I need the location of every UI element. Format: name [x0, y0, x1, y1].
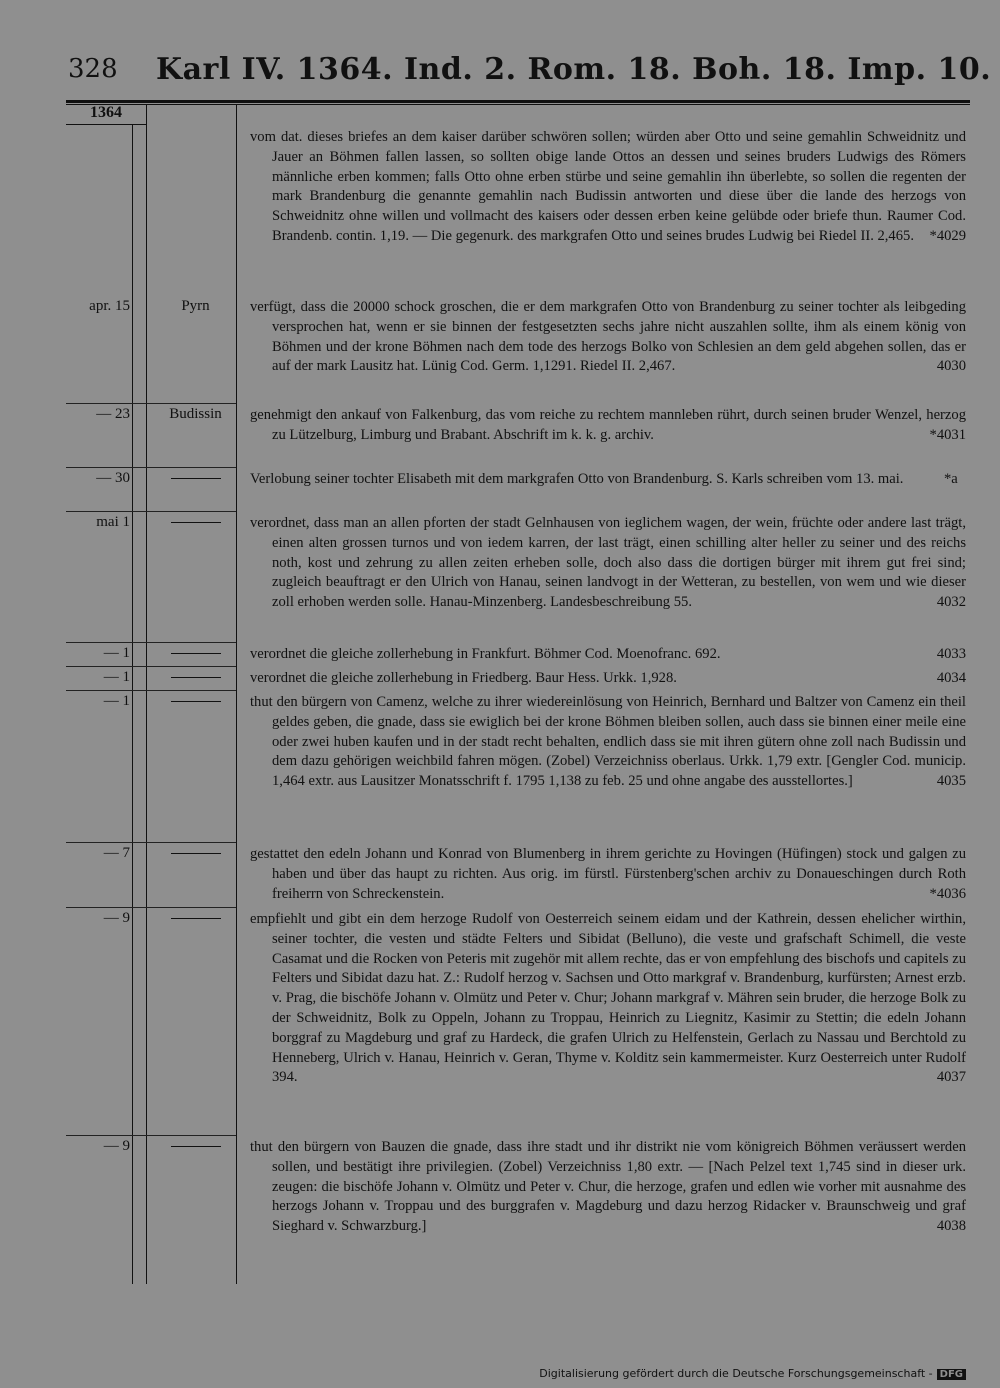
entry-separator [66, 511, 236, 512]
entry-text: genehmigt den ankauf von Falkenburg, das vom reiche zu rechtem mannleben rührt, durch seinen bruder Wenzel, herzog zu Lützelburg, Limburg und Brabant. Abschrift im k. k. g. archiv. [250, 407, 966, 443]
running-title: Karl IV. 1364. Ind. 2. Rom. 18. Boh. 18. Imp. 10. [156, 52, 992, 87]
entry-number: 4033 [936, 646, 966, 662]
entry-number: 4034 [936, 670, 966, 686]
entry-text-block [250, 845, 966, 904]
entry-date: — 23 [96, 406, 130, 422]
entry-separator [66, 403, 236, 404]
entry-text-block [250, 128, 966, 247]
entry-text: verordnet die gleiche zollerhebung in Frankfurt. Böhmer Cod. Moenofranc. 692. [250, 646, 721, 662]
entry-number: *4029 [929, 227, 966, 244]
entry-text: thut den bürgern von Camenz, welche zu ihrer wiedereinlösung von Heinrich, Bernhard und Baltzer von Camenz ein theil geldes geben, die gnade, dass sie ewiglich bei der krone Böhmen bleiben sollen, auch dass sie binnen einer meile eine oder zwei huben kaufen und in der stadt recht behalten, endlich dass sie mit ihren gütern ohne zoll nach Budissin und dem dazu gehörigen weichbild fahren mögen. (Zobel) Verzeichniss oberlaus. Urkk. 1,79 extr. [Gengler Cod. municip. 1,464 extr. aus Lausitzer Monatsschrift f. 1795 1,138 zu feb. 25 und ohne angabe des ausstellortes.] [250, 694, 966, 790]
entry-text-block [250, 910, 966, 1088]
entry-text-block [250, 298, 966, 377]
entry-text-block [250, 693, 966, 792]
entry-text-block [250, 406, 966, 446]
page-header [60, 52, 992, 92]
entry-text-block: Verlobung seiner tochter Elisabeth mit dem markgrafen Otto von Brandenburg. S. Karls schreiben vom 13. mai. *a [250, 471, 958, 487]
entry-date: — 30 [96, 470, 130, 486]
entry-place-dash [148, 645, 243, 662]
entry-number: 4030 [936, 358, 966, 375]
entry-place-dash [148, 910, 243, 927]
entry-text: gestattet den edeln Johann und Konrad von Blumenberg in ihrem gerichte zu Hovingen (Hüfingen) stock und galgen zu haben und über das haupt zu richten. Aus orig. im fürstl. Fürstenberg'schen archiv zu Donaueschingen durch Roth freiherrn von Schreckenstein. [250, 846, 966, 902]
entry-date: — 1 [103, 693, 130, 709]
entry-place: Pyrn [181, 298, 210, 314]
entry-date: — 1 [103, 645, 130, 661]
entry-text-block [250, 514, 966, 613]
entry-text: Verlobung seiner tochter Elisabeth mit dem markgrafen Otto von Brandenburg. S. Karls schreiben vom 13. mai. [250, 471, 904, 487]
entry-text-block [250, 645, 966, 665]
entry-number: *4036 [929, 885, 966, 902]
entry-text-block [250, 1138, 966, 1237]
entry-number: 4035 [936, 773, 966, 790]
column-divider-inner [132, 124, 133, 1284]
footer-text: Digitalisierung gefördert durch die Deutsche Forschungsgemeinschaft - [539, 1367, 933, 1380]
entry-text: verordnet, dass man an allen pforten der stadt Gelnhausen von ieglichem wagen, der wein, früchte oder andere last trägt, einen alten grossen turnos und von iedem karren, der last trägt, einen schilling alter heller zu seiner und des reichs noth, kost und zehrung zu allen zeiten erheben solle, doch also dass die dortigen bürger mit ihrem gut frei sind; zugleich beauftragt er den Ulrich von Hanau, seinen landvogt in der Wetteran, zu bestellen, von wem und wie dieser zoll erhoben werden solle. Hanau-Minzenberg. Landesbeschreibung 55. [250, 515, 966, 611]
entry-number: 4038 [936, 1218, 966, 1235]
entry-text: vom dat. dieses briefes an dem kaiser darüber schwören sollen; würden aber Otto und seine gemahlin Schweidnitz und Jauer an Böhmen fallen lassen, so sollten obige lande Ottos an dessen und seines bruders Ludwigs des Römers männliche erben kommen; falls Otto ohne erben stürbe und seine gemahlin ihn überlebte, so sollen die regenten der mark Brandenburg die genannte gemahlin nach Budissin antworten und diese über die lande des herzogs von Schweidnitz ohne willen und vollmacht des kaisers oder dessen erben keine gelübde oder briefe thun. Raumer Cod. Brandenb. contin. 1,19. — Die gegenurk. des markgrafen Otto und seines brudes Ludwig bei Riedel II. 2,465. [250, 129, 966, 244]
entry-separator [66, 690, 236, 691]
entry-text: thut den bürgern von Bauzen die gnade, dass ihre stadt und ihr distrikt nie vom königreich Böhmen veräussert werden sollen, und bestätigt ihre privilegien. (Zobel) Verzeichniss 1,80 extr. — [Nach Pelzel text 1,745 sind in dieser urk. zeugen: die bischöfe Johann v. Olmütz und Peter v. Chur, die herzoge, grafen und edlen wie vorher mit ausnahme des herzogs Johann v. Troppau und des burggrafen v. Magdeburg und dazu herzog Ridacker v. Braunschweig und graf Sieghard v. Schwarzburg.] [250, 1139, 966, 1235]
entry-place-dash [148, 470, 243, 487]
entry-place-dash [148, 1138, 243, 1155]
entry-date: apr. 15 [89, 298, 130, 314]
entry-text: verordnet die gleiche zollerhebung in Friedberg. Baur Hess. Urkk. 1,928. [250, 670, 677, 686]
funding-footer [539, 1367, 966, 1380]
entry-date: — 9 [103, 1138, 130, 1154]
entry-separator [66, 842, 236, 843]
entry-separator [66, 907, 236, 908]
entry-date: — 7 [103, 845, 130, 861]
entry-date: — 9 [103, 910, 130, 926]
entry-separator [66, 642, 236, 643]
entry-separator [66, 1135, 236, 1136]
entry-date: mai 1 [96, 514, 130, 530]
year-label: 1364 [66, 104, 146, 125]
entry-separator [66, 467, 236, 468]
header-rule [66, 100, 970, 103]
entry-number: 4032 [936, 594, 966, 611]
entry-place-dash [148, 669, 243, 686]
entry-number: *4031 [929, 426, 966, 443]
entry-text: verfügt, dass die 20000 schock groschen, die er dem markgrafen Otto von Brandenburg zu seiner tochter als leibgeding versprochen hat, wenn er sie binnen der festgesetzten sechs jahre nicht auszahlen sollte, ihm als einem könig von Böhmen und der krone Böhmen nach dem tode des herzogs Bolko von Schlesien an dem geld abgehen sollen, das er auf der mark Lausitz hat. Lünig Cod. Germ. 1,1291. Riedel II. 2,467. [250, 299, 966, 375]
entry-place: Budissin [169, 406, 222, 422]
entry-place-dash [148, 845, 243, 862]
header-rule-thin [66, 104, 970, 105]
entry-place-dash [148, 693, 243, 710]
entry-date: — 1 [103, 669, 130, 685]
entry-text: empfiehlt und gibt ein dem herzoge Rudolf von Oesterreich seinem eidam und der Kathrein, dessen ehelicher wirthin, seiner tochter, die vesten und städte Felters und Sibidat (Belluno), die veste und grafschaft Schimell, die veste Casamat und die Rocken von Peteris mit zugehör mit allem rechte, das er von empfehlung des bischofs und capitels zu Felters und Sibidat dazu hat. Z.: Rudolf herzog v. Sachsen und Otto markgraf v. Brandenburg, kurfürsten; Arnest erzb. v. Prag, die bischöfe Johann v. Olmütz und Peter v. Chur; Johann markgraf v. Mähren sein bruder, die herzoge Bolk zu der Schweidnitz, Bolk zu Oppeln, Johann zu Troppau, Heinrich zu Liegnitz, Kasimir zu Stettin; die edeln Johann borggraf zu Magdeburg und graf zu Hardeck, die grafen Ulrich zu Helfenstein, Gerlach zu Nassau und Berchtold zu Henneberg, Ulrich v. Hanau, Heinrich v. Geran, Thyme v. Kolditz sein kammermeister. Kurz Oesterreich unter Rudolf 394. [250, 911, 966, 1086]
page-number: 328 [68, 54, 118, 84]
entry-text-block [250, 669, 966, 689]
entry-place-dash [148, 514, 243, 531]
column-divider-date [146, 104, 147, 1284]
entry-separator [66, 666, 236, 667]
entry-number: 4037 [936, 1069, 966, 1086]
dfg-logo: DFG [937, 1369, 966, 1380]
